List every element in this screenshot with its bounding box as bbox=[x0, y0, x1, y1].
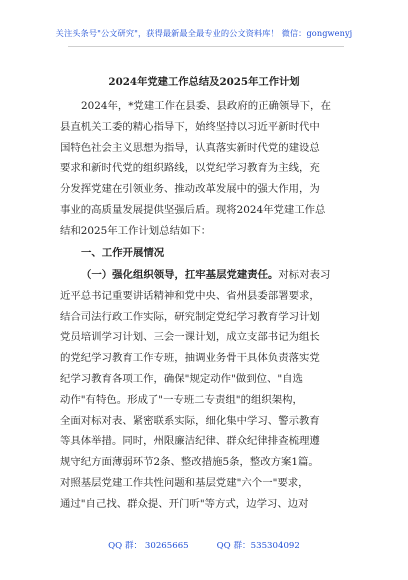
section-heading bbox=[60, 243, 352, 264]
body-line: 通过"自己找、群众提、开门听"等方式，边学习、边对 bbox=[60, 497, 309, 510]
intro-line: 2024年，*党建工作在县委、县政府的正确领导下，在 bbox=[81, 100, 331, 112]
body-line: 动作"有特色。形成了"一专班二专责组"的组织架构， bbox=[60, 393, 303, 406]
intro-line: 要求和新时代党的组织路线，以党纪学习教育为主线，充 bbox=[60, 162, 320, 175]
document-title: 2024年党建工作总结及2025年工作计划 bbox=[108, 76, 300, 88]
header-divider bbox=[68, 46, 344, 47]
body-line: 规守纪方面薄弱环节2条、整改措施5条，整改方案1篇。 bbox=[60, 456, 319, 469]
header-banner: 关注头条号"公文研究"，获得最新最全最专业的公文资料库！ 微信：gongwenyj bbox=[55, 28, 353, 38]
body-line: 党员培训学习计划、三会一课计划，成立支部书记为组长 bbox=[60, 331, 320, 344]
footer-qq-group-1: QQ 群： 30265665 bbox=[108, 541, 189, 551]
body-line: 等具体举措。同时，州限廉洁纪律、群众纪律排查梳理遵 bbox=[60, 435, 320, 448]
body-line: 结合司法行政工作实际，研究制定党纪学习教育学习计划 bbox=[60, 310, 320, 323]
body-line: 对照基层党建工作共性问题和基层党建"六个一"要求， bbox=[60, 476, 309, 489]
intro-line: 国特色社会主义思想为指导，认真落实新时代党的建设总 bbox=[60, 141, 320, 154]
body-line: 纪学习教育各项工作，确保"规定动作"做到位、"自选 bbox=[60, 372, 303, 385]
body-line: 全面对标对表、紧密联系实际，细化集中学习、警示教育 bbox=[60, 414, 320, 427]
subsection-1-first-text: 对标对表习 bbox=[278, 269, 331, 281]
intro-line: 分发挥党建在引领业务、推动改革发展中的强大作用，为 bbox=[60, 183, 320, 196]
intro-line: 事业的高质量发展提供坚强后盾。现将2024年党建工作总 bbox=[60, 203, 326, 216]
intro-line: 结和2025年工作计划总结如下： bbox=[60, 224, 212, 237]
body-line: 近平总书记重要讲话精神和党中央、省州县委部署要求， bbox=[60, 289, 320, 302]
footer-qq-group-2: QQ 群：535304092 bbox=[216, 541, 300, 551]
subsection-1-heading: （一）强化组织领导，扛牢基层党建责任。 bbox=[81, 269, 279, 281]
subsection-1-paragraph bbox=[60, 265, 352, 515]
subsection-first-line bbox=[60, 265, 352, 286]
footer bbox=[0, 539, 408, 551]
body-line: 的党纪学习教育工作专班，抽调业务骨干具体负责落实党 bbox=[60, 352, 320, 365]
intro-paragraph bbox=[60, 96, 352, 242]
intro-line: 县直机关工委的精心指导下，始终坚持以习近平新时代中 bbox=[60, 120, 320, 133]
section-1-heading: 一、工作开展情况 bbox=[81, 247, 165, 259]
